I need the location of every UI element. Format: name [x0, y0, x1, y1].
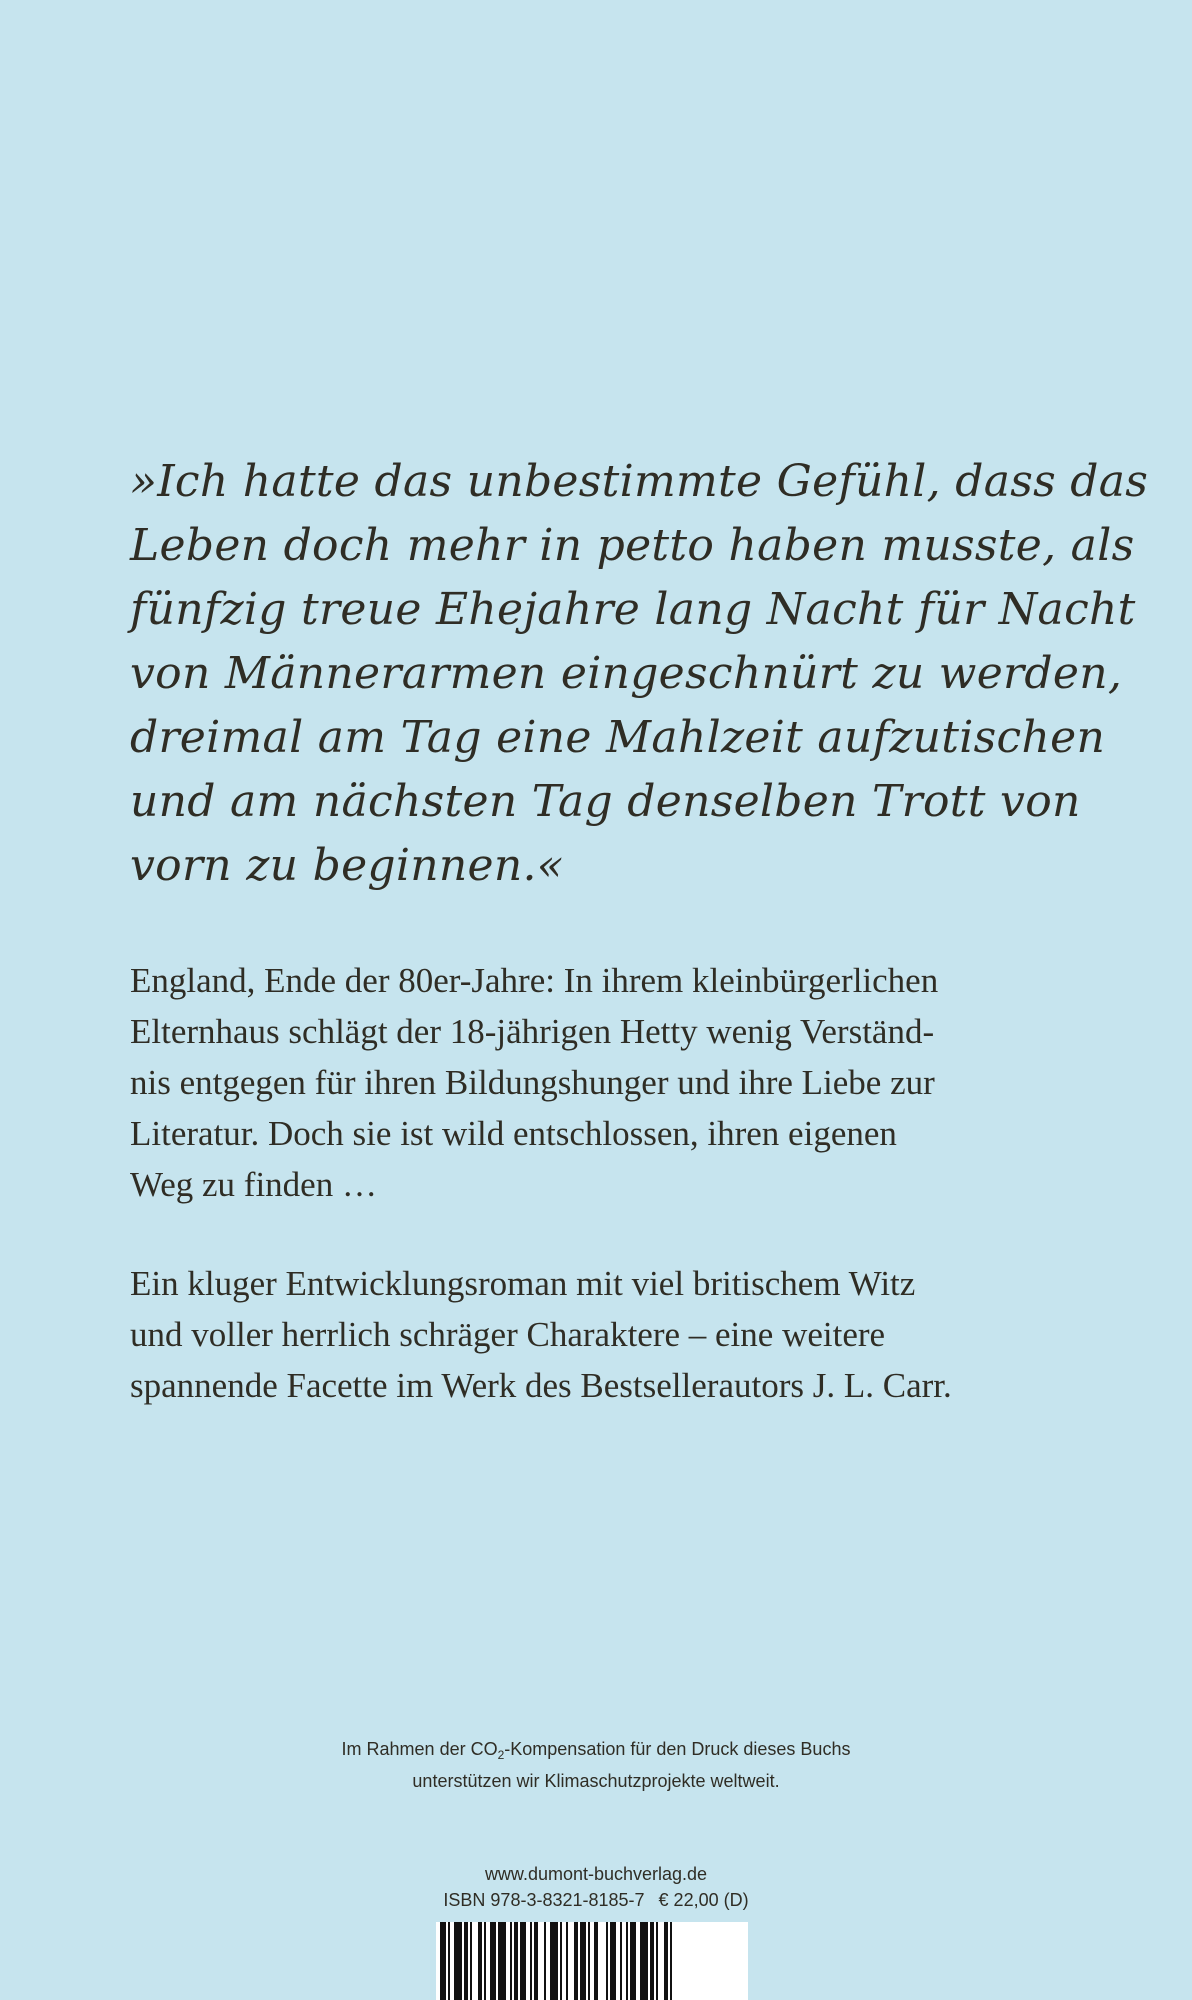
quote-line: Leben doch mehr in petto haben musste, als: [130, 520, 1135, 571]
quote-line: von Männerarmen eingeschnürt zu werden,: [130, 648, 1123, 699]
publisher-info: [0, 1861, 1192, 1913]
description-paragraph-2: [130, 1258, 1070, 1411]
quote-line: vorn zu beginnen.«: [130, 840, 565, 891]
description-line: England, Ende der 80er-Jahre: In ihrem kleinbürgerlichen: [130, 961, 939, 1000]
publisher-website: www.dumont-buchverlag.de: [484, 1864, 708, 1884]
description-paragraph-1: [130, 955, 1070, 1210]
co2-note-text: -Kompensation für den Druck dieses Buchs: [504, 1739, 851, 1759]
description-line: Elternhaus schlägt der 18-jährigen Hetty wenig Verständ-: [130, 1012, 935, 1051]
quote-line: »Ich hatte das unbestimmte Gefühl, dass das: [130, 456, 1149, 507]
isbn: ISBN 978-3-8321-8185-7: [443, 1890, 645, 1910]
quote-line: fünfzig treue Ehejahre lang Nacht für Nacht: [130, 584, 1136, 635]
barcode: [436, 1922, 748, 2000]
isbn-price-line: [0, 1887, 1192, 1913]
description-line: und voller herrlich schräger Charaktere – eine weitere: [130, 1315, 886, 1354]
description-line: nis entgegen für ihren Bildungshunger und ihre Liebe zur: [130, 1063, 935, 1102]
co2-note-line-1: [0, 1736, 1192, 1768]
price: € 22,00 (D): [658, 1890, 749, 1910]
description-line: Ein kluger Entwicklungsroman mit viel britischem Witz: [130, 1264, 916, 1303]
description-line: spannende Facette im Werk des Bestsellerautors J. L. Carr.: [130, 1366, 952, 1405]
description-line: Weg zu finden …: [130, 1165, 377, 1204]
quote-line: dreimal am Tag eine Mahlzeit aufzutischen: [130, 712, 1106, 763]
quote-line: und am nächsten Tag denselben Trott von: [130, 776, 1081, 827]
description-line: Literatur. Doch sie ist wild entschlossen, ihren eigenen: [130, 1114, 897, 1153]
barcode-graphic: [436, 1922, 748, 2000]
co2-subscript: 2: [497, 1748, 505, 1762]
co2-note-text: Im Rahmen der CO: [341, 1739, 498, 1759]
co2-compensation-note: [0, 1736, 1192, 1794]
quote-block: [130, 450, 1149, 898]
co2-note-line-2: unterstützen wir Klimaschutzprojekte weltweit.: [412, 1771, 780, 1791]
